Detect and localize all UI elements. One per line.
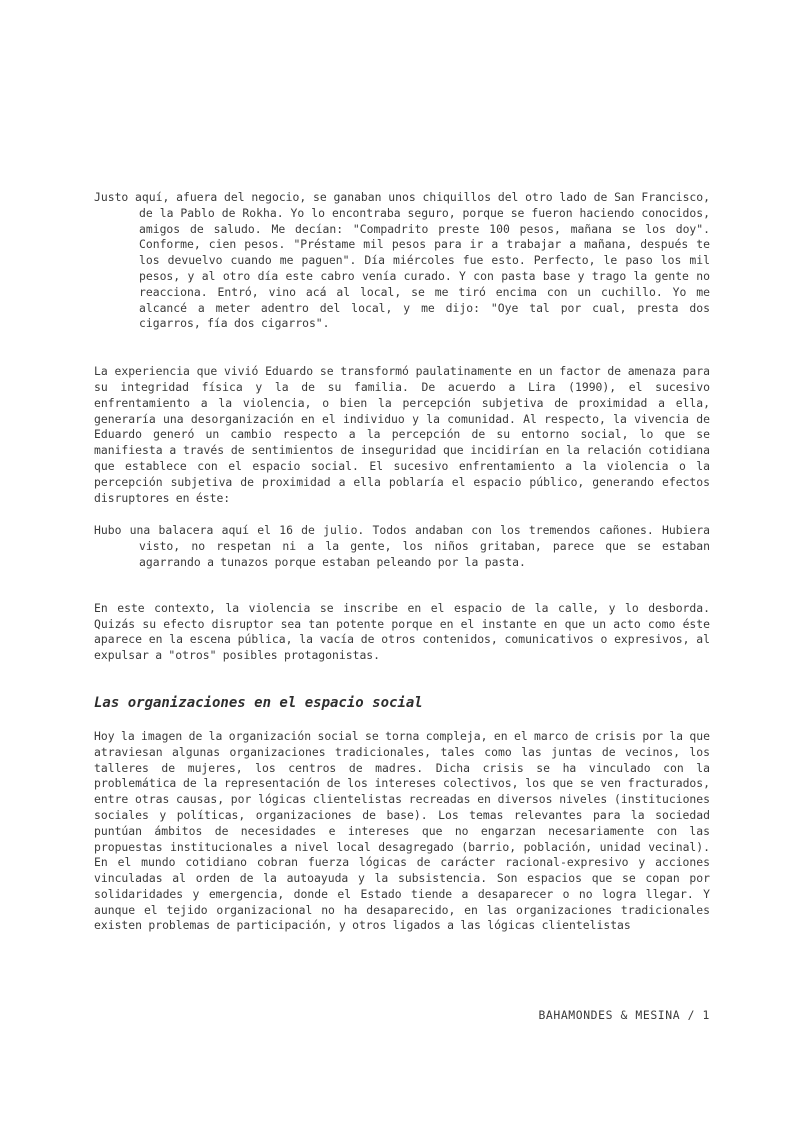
document-page (94, 190, 710, 934)
body-paragraph-2: En este contexto, la violencia se inscribe en el espacio de la calle, y lo desborda. Quizás su efecto disruptor sea tan potente porque en el instante en que un acto como éste aparece en la escena pública, la vacía de otros contenidos, comunicativos o expresivos, al expulsar a "otros" posibles protagonistas. (94, 600, 710, 663)
section-heading: Las organizaciones en el espacio social (94, 694, 423, 711)
testimony-quote-1: Justo aquí, afuera del negocio, se ganaban unos chiquillos del otro lado de San Francisco, de la Pablo de Rokha. Yo lo encontraba seguro, porque se fueron haciendo conocidos, amigos de saludo. Me decían: "Compadrito preste 100 pesos, mañana se los doy". Conforme, cien pesos. "Préstame mil pesos para ir a trabajar a mañana, después te los devuelvo cuando me paguen". Día miércoles fue esto. Perfecto, le paso los mil pesos, y al otro día este cabro venía curado. Y con pasta base y trago la gente no reacciona. Entró, vino acá al local, se me tiró encima con un cuchillo. Yo me alcancé a meter adentro del local, y me dijo: "Oye tal por cual, presta dos cigarros, fía dos cigarros". (94, 190, 710, 331)
body-paragraph-1: La experiencia que vivió Eduardo se transformó paulatinamente en un factor de amenaza para su integridad física y la de su familia. De acuerdo a Lira (1990), el sucesivo enfrentamiento a la violencia, o bien la percepción subjetiva de proximidad a ella, generaría una desorganización en el individuo y la comunidad. Al respecto, la vivencia de Eduardo generó un cambio respecto a la percepción de su entorno social, lo que se manifiesta a través de sentimientos de inseguridad que incidirían en la relación cotidiana que establece con el espacio social. El sucesivo enfrentamiento a la violencia o la percepción subjetiva de proximidad a ella poblaría el espacio público, generando efectos disruptores en éste: (94, 364, 710, 505)
testimony-quote-2: Hubo una balacera aquí el 16 de julio. Todos andaban con los tremendos cañones. Hubiera visto, no respetan ni a la gente, los niños gritaban, parece que se estaban agarrando a tunazos porque estaban peleando por la pasta. (94, 523, 710, 569)
body-paragraph-3: Hoy la imagen de la organización social se torna compleja, en el marco de crisis por la que atraviesan algunas organizaciones tradicionales, tales como las juntas de vecinos, los talleres de mujeres, los centros de madres. Dicha crisis se ha vinculado con la problemática de la representación de los intereses colectivos, los que se ven fracturados, entre otras causas, por lógicas clientelistas recreadas en diversos niveles (instituciones sociales y políticas, organizaciones de base). Los temas relevantes para la sociedad puntúan ámbitos de necesidades e intereses que no engarzan necesariamente con las propuestas institucionales a nivel local desagregado (barrio, población, unidad vecinal). En el mundo cotidiano cobran fuerza lógicas de carácter racional-expresivo y acciones vinculadas al orden de la autoayuda y la subsistencia. Son espacios que se copan por solidaridades y emergencia, donde el Estado tiende a desaparecer o no logra llegar. Y aunque el tejido organizacional no ha desaparecido, en las organizaciones tradicionales existen problemas de participación, y otros ligados a las lógicas clientelistas (94, 728, 710, 933)
running-footer: BAHAMONDES & MESINA / 1 (538, 1008, 710, 1022)
